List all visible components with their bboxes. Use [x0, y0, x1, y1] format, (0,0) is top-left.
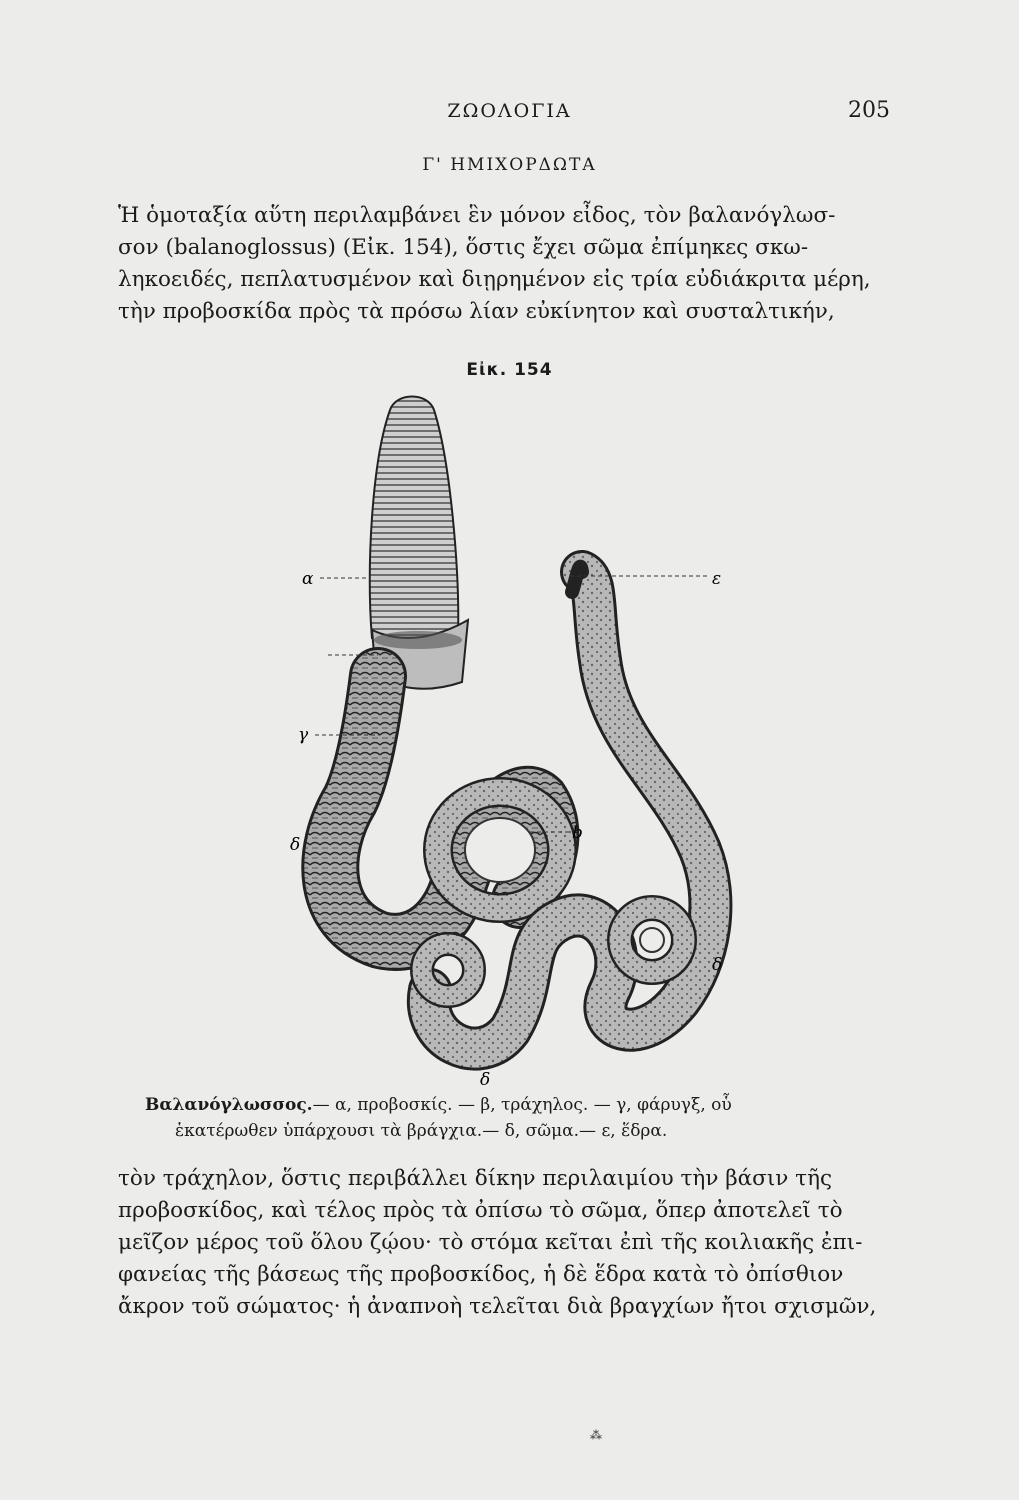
section-title: Γ' ΗΜΙΧΟΡΔΩΤΑ [422, 155, 597, 175]
running-header-title: ΖΩΟΛΟΓΙΑ [447, 100, 572, 122]
proboscis [370, 397, 459, 639]
caption-title: Βαλανόγλωσσος. [145, 1095, 313, 1115]
figure-letter-delta-right: δ [712, 955, 723, 975]
figure-letter-gamma: γ [298, 725, 309, 745]
body-paragraph [118, 1163, 908, 1323]
text-line: ἄκρον τοῦ σώματος· ἡ ἀναπνοὴ τελεῖται διὰ βραγχίων ἤτοι σχισμῶν, [118, 1294, 877, 1319]
figure-letter-alpha: α [302, 569, 314, 589]
text-line: τὸν τράχηλον, ὅστις περιβάλλει δίκην περιλαιμίου τὴν βάσιν τῆς [118, 1166, 832, 1191]
page-number: 205 [848, 98, 890, 123]
intro-paragraph [118, 200, 908, 328]
figure-caption [145, 1092, 732, 1144]
figure-letter-delta-left: δ [290, 835, 301, 855]
text-line: μεῖζον μέρος τοῦ ὅλου ζῴου· τὸ στόμα κεῖται ἐπὶ τῆς κοιλιακῆς ἐπι- [118, 1230, 863, 1255]
figure-letter-delta-bottom: δ [480, 1070, 491, 1090]
caption-line1: — α, προβοσκίς. — β, τράχηλος. — γ, φάρυγξ, οὗ [312, 1095, 732, 1115]
text-line: σον (balanoglossus) (Εἰκ. 154), ὅστις ἔχει σῶμα ἐπίμηκες σκω- [118, 235, 809, 260]
balanoglossus-illustration [280, 380, 760, 1090]
caption-line2: ἑκατέρωθεν ὑπάρχουσι τὰ βράγχια.— δ, σῶμα.— ε, ἕδρα. [175, 1121, 668, 1141]
text-line: Ἡ ὁμοταξία αὕτη περιλαμβάνει ἓν μόνον εἶδος, τὸν βαλανόγλωσ- [118, 203, 836, 228]
figure-letter-epsilon: ε [712, 569, 722, 589]
figure-letter-b: b [572, 823, 583, 843]
text-line: φανείας τῆς βάσεως τῆς προβοσκίδος, ἡ δὲ ἕδρα κατὰ τὸ ὀπίσθιον [118, 1262, 844, 1287]
figure-label: Εἰκ. 154 [466, 360, 553, 380]
text-line: τὴν προβοσκίδα πρὸς τὰ πρόσω λίαν εὐκίνητον καὶ συσταλτικήν, [118, 299, 835, 324]
text-line: προβοσκίδος, καὶ τέλος πρὸς τὰ ὀπίσω τὸ σῶμα, ὅπερ ἀποτελεῖ τὸ [118, 1198, 843, 1223]
ornament-mark: ⁂ [590, 1428, 602, 1442]
text-line: ληκοειδές, πεπλατυσμένον καὶ διῃρημένον εἰς τρία εὐδιάκριτα μέρη, [118, 267, 871, 292]
